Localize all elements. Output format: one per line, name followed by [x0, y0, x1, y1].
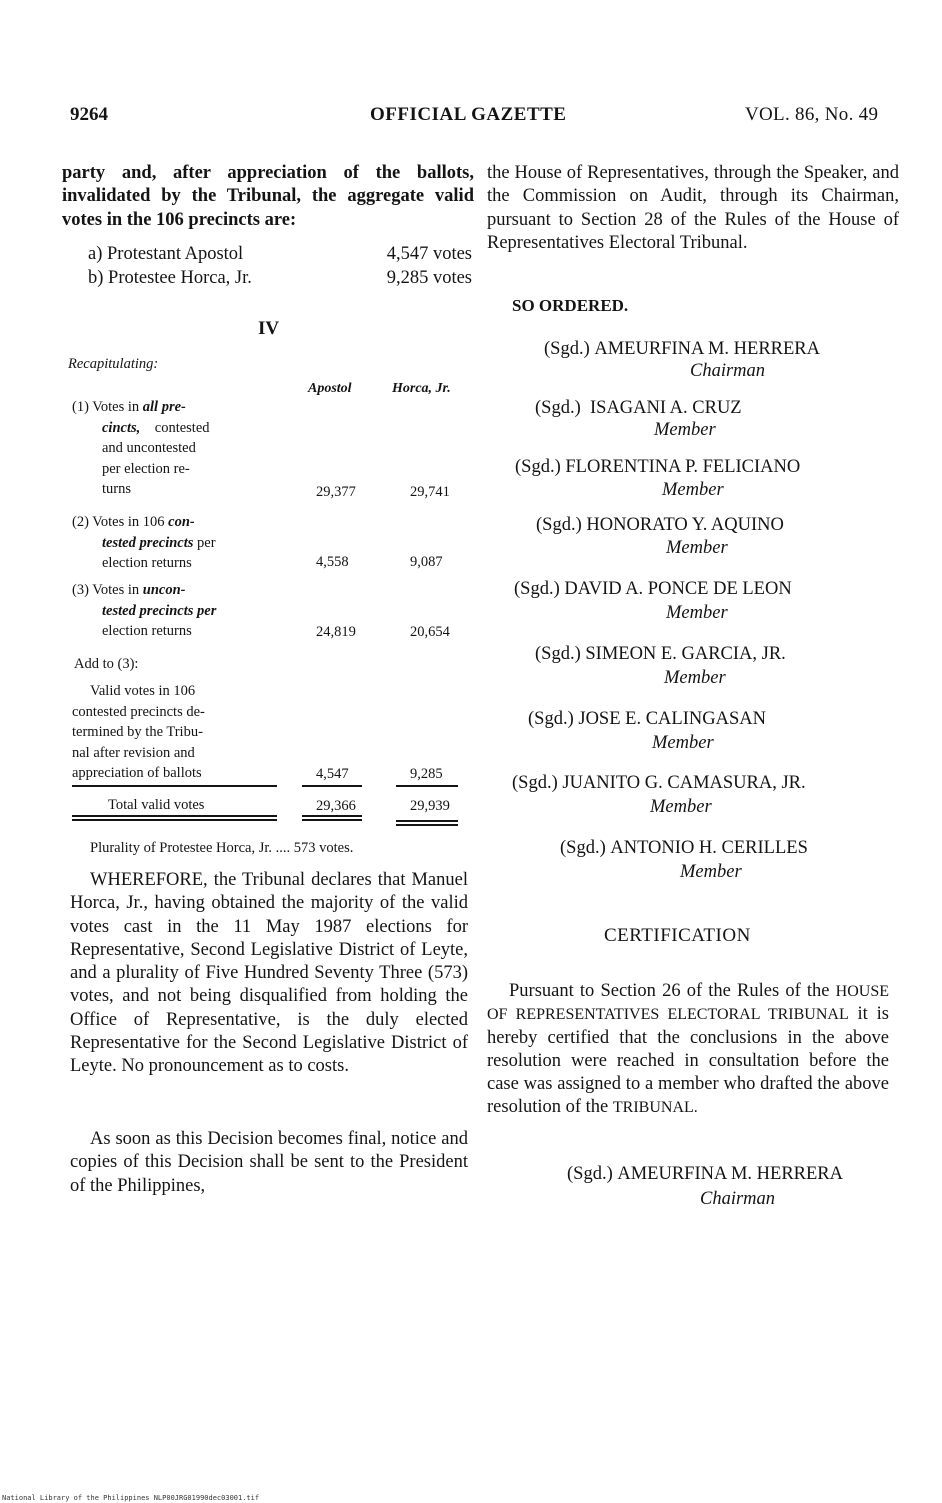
section-heading: IV: [258, 318, 280, 339]
volume-info: VOL. 86, No. 49: [745, 104, 879, 125]
row-text: all pre-: [142, 399, 186, 415]
wherefore-lead: WHEREFORE,: [90, 870, 208, 890]
column-header-horca: Horca, Jr.: [392, 381, 451, 396]
signatory-name: FLORENTINA P. FELICIANO: [565, 457, 801, 477]
row-text: termined by the Tribu-: [72, 724, 203, 740]
so-ordered: SO ORDERED.: [512, 296, 629, 315]
row-text: election returns: [102, 555, 192, 571]
signature-block: [515, 457, 800, 478]
signature-block: [535, 644, 786, 665]
row-text: (3) Votes in: [72, 582, 140, 598]
row-text: cincts,: [102, 419, 141, 436]
double-rule: [302, 815, 362, 817]
cert-text: Pursuant to Section 26 of the Rules of the: [509, 981, 830, 1001]
cell-apostol: 4,547: [316, 766, 349, 782]
signatory-name: JOSE E. CALINGASAN: [578, 709, 766, 729]
signatory-name: DAVID A. PONCE DE LEON: [564, 579, 792, 599]
row-text: election returns: [102, 623, 192, 639]
sgd-prefix: (Sgd.): [514, 579, 560, 599]
signatory-name: ISAGANI A. CRUZ: [590, 398, 742, 418]
signatory-name: AMEURFINA M. HERRERA: [617, 1164, 843, 1184]
signature-block: [528, 709, 766, 730]
double-rule: [72, 819, 277, 821]
row-text: nal after revision and: [72, 744, 195, 761]
signatory-name: SIMEON E. GARCIA, JR.: [585, 644, 786, 664]
row-text: per election re-: [102, 460, 190, 477]
signatory-name: JUANITO G. CAMASURA, JR.: [562, 773, 806, 793]
signatory-title: Chairman: [700, 1189, 776, 1209]
row-text: con-: [168, 514, 195, 530]
final-paragraph: [70, 1128, 468, 1198]
wherefore-paragraph: [70, 869, 468, 1079]
certification-paragraph: [487, 980, 889, 1120]
vote-value: 4,547 votes: [386, 244, 472, 264]
signatory-title: Member: [666, 538, 728, 558]
signatory-title: Member: [650, 797, 712, 817]
cell-apostol: 4,558: [316, 554, 349, 570]
total-horca: 29,939: [410, 798, 450, 814]
wherefore-text: the Tribunal declares that Manuel Horca, Jr., having obtained the majority of the valid votes cast in the 11 May 1987 elections for Representative, Second Legislative District of Leyte, and a plurality of Five Hundred Seventy Three (573) votes, and not being disqualified from holding the Office of Representative, is the duly elected Representative for the Second Legislative District of Leyte. No pronouncement as to costs.: [70, 870, 468, 1077]
vote-value: 9,285 votes: [386, 268, 472, 288]
sgd-prefix: (Sgd.): [560, 838, 606, 858]
cert-text: it is hereby certified that the conclusions in the above resolution were reached in consultation before the case was assigned to a member who drafted the above resolution of the: [487, 1004, 889, 1118]
cell-horca: 9,285: [410, 766, 443, 782]
final-paragraph-text: As soon as this Decision becomes final, notice and copies of this Decision shall be sent to the President of the Philippines,: [70, 1129, 468, 1196]
table-row-label: [72, 681, 272, 784]
cell-horca: 9,087: [410, 554, 443, 570]
signatory-title: Member: [662, 480, 724, 500]
scan-footer: National Library of the Philippines NLP00JRG01990dec03001.tif: [2, 1494, 260, 1502]
double-rule: [72, 815, 277, 817]
page-number: 9264: [70, 104, 108, 125]
right-column: [487, 162, 899, 255]
double-rule: [302, 819, 362, 821]
table-row-label: [72, 580, 262, 642]
signature-block: [512, 773, 806, 794]
double-rule: [396, 820, 458, 822]
signatory-title: Chairman: [690, 361, 766, 381]
gazette-title: OFFICIAL GAZETTE: [370, 104, 567, 125]
cell-apostol: 29,377: [316, 484, 356, 500]
sgd-prefix: (Sgd.): [536, 515, 582, 535]
vote-label: a) Protestant Apostol: [88, 244, 244, 264]
certification-heading: CERTIFICATION: [604, 925, 751, 946]
sgd-prefix: (Sgd.): [528, 709, 574, 729]
signatory-name: AMEURFINA M. HERRERA: [594, 339, 820, 359]
signatory-title: Member: [680, 862, 742, 882]
row-text: contested: [154, 419, 210, 436]
underline-rule: [72, 785, 277, 787]
row-text: uncon-: [142, 582, 186, 598]
row-text: (1) Votes in: [72, 399, 140, 415]
signatory-name: ANTONIO H. CERILLES: [610, 838, 808, 858]
underline-rule: [396, 785, 458, 787]
total-label: Total valid votes: [108, 797, 205, 813]
row-text: contested precincts de-: [72, 703, 205, 720]
cell-horca: 29,741: [410, 484, 450, 500]
underline-rule: [302, 785, 362, 787]
left-column: [62, 162, 474, 232]
final-signature-block: [567, 1164, 843, 1185]
sgd-prefix: (Sgd.): [515, 457, 561, 477]
sgd-prefix: (Sgd.): [544, 339, 590, 359]
row-text: tested precincts per: [102, 602, 217, 619]
signatory-title: Member: [664, 668, 726, 688]
row-text: turns: [102, 481, 131, 497]
recap-label: Recapitulating:: [68, 356, 159, 372]
column-header-apostol: Apostol: [308, 381, 352, 396]
sgd-prefix: (Sgd.): [535, 398, 581, 418]
row-text: per: [197, 534, 216, 551]
sgd-prefix: (Sgd.): [567, 1164, 613, 1184]
signatory-title: Member: [654, 420, 716, 440]
vote-label: b) Protestee Horca, Jr.: [88, 268, 252, 288]
signatory-name: HONORATO Y. AQUINO: [586, 515, 784, 535]
row-text: Valid votes in 106: [90, 683, 196, 699]
row-text: tested precincts: [102, 534, 194, 551]
signature-block: [535, 398, 742, 419]
double-rule: [396, 824, 458, 826]
signatory-title: Member: [652, 733, 714, 753]
table-row-label: [72, 512, 262, 574]
signatory-title: Member: [666, 603, 728, 623]
intro-paragraph: party and, after appreciation of the ballots, invalidated by the Tribunal, the aggregate valid votes in the 106 precincts are:: [62, 163, 474, 230]
signature-block: [560, 838, 808, 859]
signature-block: [514, 579, 792, 600]
total-apostol: 29,366: [316, 798, 356, 814]
add-to-label: Add to (3):: [74, 656, 139, 672]
row-text: and uncontested: [102, 440, 196, 456]
cell-apostol: 24,819: [316, 624, 356, 640]
sgd-prefix: (Sgd.): [512, 773, 558, 793]
table-row-label: [72, 397, 262, 500]
signature-block: [544, 339, 820, 360]
continuation-paragraph: the House of Representatives, through the Speaker, and the Commission on Audit, through its Chairman, pursuant to Section 28 of the Rules of the House of Representatives Electoral Tribunal.: [487, 163, 899, 253]
plurality-line: Plurality of Protestee Horca, Jr. .... 573 votes.: [90, 840, 354, 856]
cert-tribunal: TRIBUNAL.: [612, 1099, 698, 1117]
row-text: appreciation of ballots: [72, 765, 202, 781]
cert-house-name: HOUSE OF REPRESENTATIVES ELECTORAL TRIBUNAL: [487, 983, 890, 1024]
row-text: (2) Votes in 106: [72, 514, 165, 530]
signature-block: [536, 515, 784, 536]
sgd-prefix: (Sgd.): [535, 644, 581, 664]
cell-horca: 20,654: [410, 624, 450, 640]
